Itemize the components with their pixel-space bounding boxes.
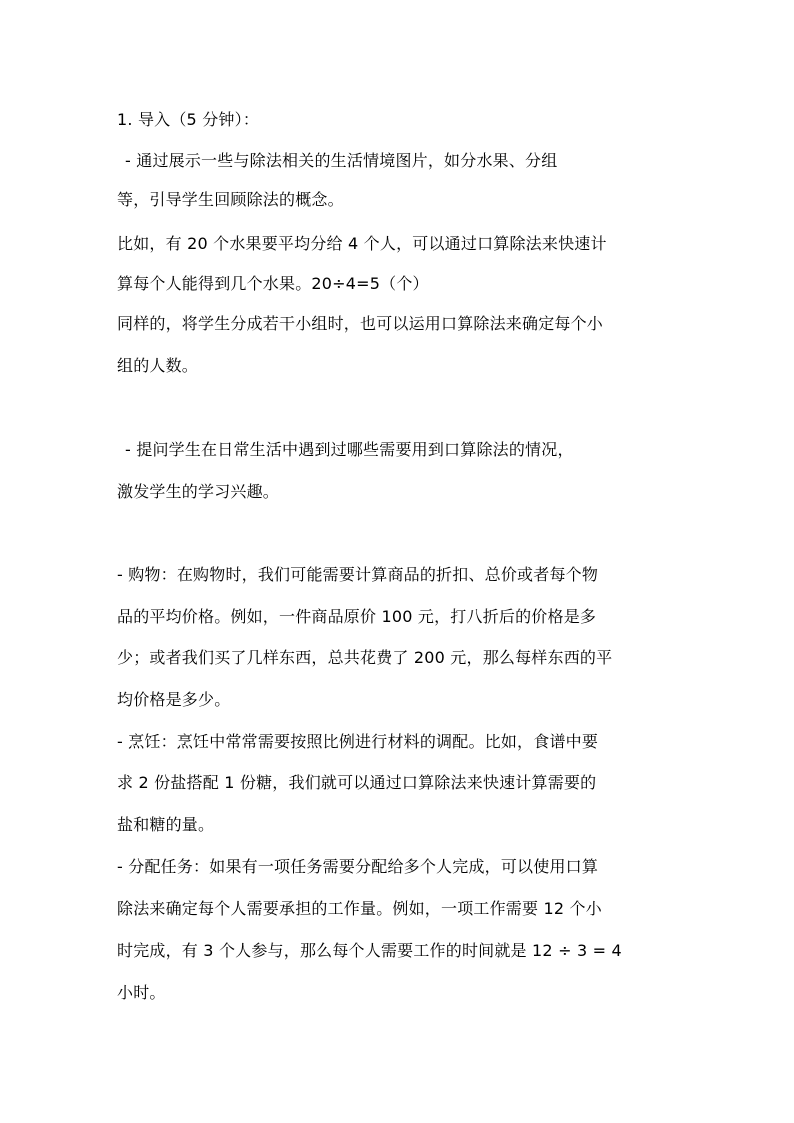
task-line-3: 时完成，有 3 个人参与，那么每个人需要工作的时间就是 12 ÷ 3 = 4 (117, 941, 622, 960)
section-heading: 1. 导入（5 分钟）： (117, 110, 260, 129)
cooking-line-2: 求 2 份盐搭配 1 份糖，我们就可以通过口算除法来快速计算需要的 (117, 773, 597, 792)
intro-bullet-1-line-1: - 通过展示一些与除法相关的生活情境图片，如分水果、分组 (125, 151, 558, 170)
cooking-line-1: - 烹饪：烹饪中常常需要按照比例进行材料的调配。比如，食谱中要 (117, 732, 599, 751)
shopping-line-3: 少；或者我们买了几样东西，总共花费了 200 元，那么每样东西的平 (117, 648, 613, 667)
shopping-line-4: 均价格是多少。 (117, 690, 231, 709)
example-1-line-1: 比如，有 20 个水果要平均分给 4 个人，可以通过口算除法来快速计 (117, 234, 607, 253)
example-2-line-1: 同样的，将学生分成若干小组时，也可以运用口算除法来确定每个小 (117, 314, 604, 333)
shopping-line-1: - 购物：在购物时，我们可能需要计算商品的折扣、总价或者每个物 (117, 565, 599, 584)
task-line-4: 小时。 (117, 983, 166, 1002)
cooking-line-3: 盐和糖的量。 (117, 815, 215, 834)
task-line-1: - 分配任务：如果有一项任务需要分配给多个人完成，可以使用口算 (117, 857, 599, 876)
intro-bullet-1-line-2: 等，引导学生回顾除法的概念。 (117, 190, 344, 209)
example-1-line-2: 算每个人能得到几个水果。20÷4=5（个） (117, 274, 429, 293)
intro-bullet-2-line-1: - 提问学生在日常生活中遇到过哪些需要用到口算除法的情况， (125, 440, 574, 459)
example-2-line-2: 组的人数。 (117, 356, 199, 375)
shopping-line-2: 品的平均价格。例如，一件商品原价 100 元，打八折后的价格是多 (117, 607, 597, 626)
task-line-2: 除法来确定每个人需要承担的工作量。例如，一项工作需要 12 个小 (117, 899, 602, 918)
intro-bullet-2-line-2: 激发学生的学习兴趣。 (117, 482, 280, 501)
